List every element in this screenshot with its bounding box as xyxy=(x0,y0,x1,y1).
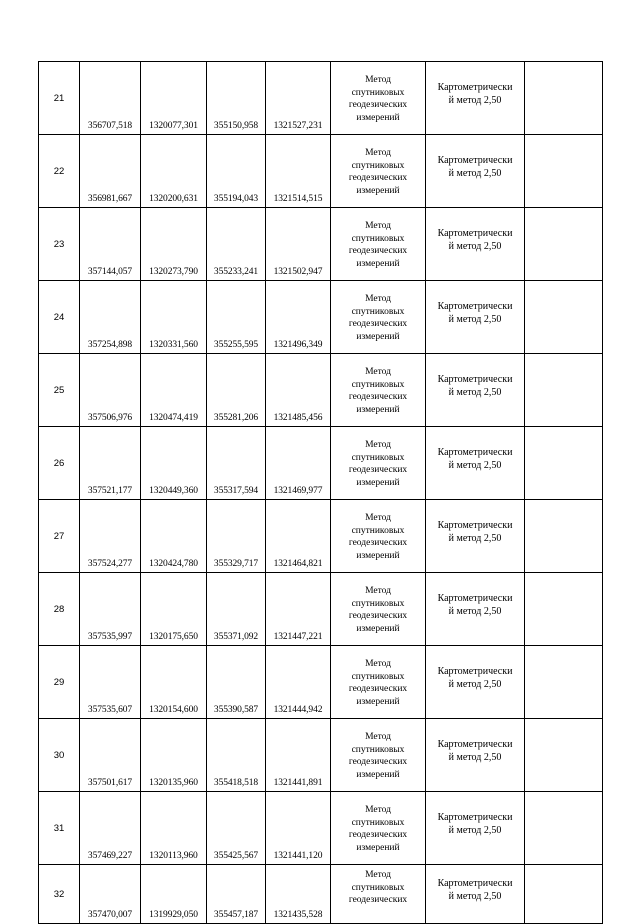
coordinate-y-existing: 1320175,650 xyxy=(141,573,207,646)
accuracy-text-line: Картометрически xyxy=(437,155,513,166)
method-cell xyxy=(331,865,426,924)
coordinate-x-new: 355329,717 xyxy=(207,500,266,573)
method-text-line: Метод xyxy=(365,870,391,880)
table-row xyxy=(39,500,603,573)
method-text-line: измерений xyxy=(356,842,400,853)
coordinate-x-existing: 356981,667 xyxy=(80,135,141,208)
accuracy-text-line: Картометрически xyxy=(437,739,513,750)
empty-cell xyxy=(525,792,603,865)
coordinate-y-existing: 1319929,050 xyxy=(141,865,207,924)
method-text-line: спутниковых xyxy=(351,598,405,609)
coordinate-y-new: 1321435,528 xyxy=(266,865,331,924)
method-cell xyxy=(331,281,426,354)
method-text-line: геодезических xyxy=(348,465,408,475)
accuracy-text-line: Картометрически xyxy=(437,878,513,889)
point-number: 22 xyxy=(39,135,80,208)
method-text-line: геодезических xyxy=(348,684,408,694)
coordinate-y-new: 1321464,821 xyxy=(266,500,331,573)
method-text-line: геодезических xyxy=(348,830,408,840)
coordinate-y-existing: 1320113,960 xyxy=(141,792,207,865)
coordinate-x-existing: 357470,007 xyxy=(80,865,141,924)
coordinate-y-existing: 1320424,780 xyxy=(141,500,207,573)
coordinate-x-existing: 357521,177 xyxy=(80,427,141,500)
method-cell xyxy=(331,427,426,500)
coordinate-y-new: 1321447,221 xyxy=(266,573,331,646)
accuracy-cell xyxy=(426,62,525,135)
point-number: 24 xyxy=(39,281,80,354)
method-text-line: спутниковых xyxy=(351,882,405,893)
table-row xyxy=(39,646,603,719)
method-text-line: измерений xyxy=(356,185,400,196)
table-row xyxy=(39,354,603,427)
method-text-line: измерений xyxy=(356,623,400,634)
method-cell xyxy=(331,500,426,573)
coordinate-x-new: 355281,206 xyxy=(207,354,266,427)
coordinate-y-new: 1321496,349 xyxy=(266,281,331,354)
coordinate-y-existing: 1320474,419 xyxy=(141,354,207,427)
empty-cell xyxy=(525,354,603,427)
point-number: 21 xyxy=(39,62,80,135)
accuracy-text-line: й метод 2,50 xyxy=(448,95,502,106)
accuracy-text-line: Картометрически xyxy=(437,374,513,385)
method-text-line: измерений xyxy=(356,112,400,123)
accuracy-cell xyxy=(426,865,525,924)
method-text-line: спутниковых xyxy=(351,160,405,171)
method-text-line: геодезических xyxy=(348,538,408,548)
accuracy-cell xyxy=(426,281,525,354)
table-row xyxy=(39,792,603,865)
method-cell xyxy=(331,792,426,865)
method-cell xyxy=(331,719,426,792)
method-text-line: Метод xyxy=(365,367,391,377)
method-text-line: геодезических xyxy=(348,173,408,183)
accuracy-cell xyxy=(426,719,525,792)
method-text-line: спутниковых xyxy=(351,87,405,98)
point-number: 26 xyxy=(39,427,80,500)
method-text-line: геодезических xyxy=(348,392,408,402)
coordinate-x-new: 355390,587 xyxy=(207,646,266,719)
coordinate-y-new: 1321514,515 xyxy=(266,135,331,208)
method-text-line: Метод xyxy=(365,513,391,523)
coordinate-y-new: 1321485,456 xyxy=(266,354,331,427)
point-number: 25 xyxy=(39,354,80,427)
coordinate-y-existing: 1320200,631 xyxy=(141,135,207,208)
accuracy-text-line: Картометрически xyxy=(437,82,513,93)
accuracy-text-line: Картометрически xyxy=(437,228,513,239)
accuracy-text-line: Картометрически xyxy=(437,520,513,531)
table-row xyxy=(39,719,603,792)
method-text-line: спутниковых xyxy=(351,452,405,463)
table-row xyxy=(39,427,603,500)
method-text-line: геодезических xyxy=(348,895,408,905)
method-text-line: геодезических xyxy=(348,611,408,621)
coordinate-x-existing: 356707,518 xyxy=(80,62,141,135)
accuracy-text-line: Картометрически xyxy=(437,301,513,312)
accuracy-text-line: й метод 2,50 xyxy=(448,387,502,398)
method-text-line: Метод xyxy=(365,294,391,304)
coordinate-y-new: 1321444,942 xyxy=(266,646,331,719)
method-text-line: Метод xyxy=(365,75,391,85)
method-text-line: измерений xyxy=(356,769,400,780)
table-row xyxy=(39,281,603,354)
method-text-line: измерений xyxy=(356,477,400,488)
accuracy-text-line: Картометрически xyxy=(437,447,513,458)
empty-cell xyxy=(525,573,603,646)
accuracy-cell xyxy=(426,500,525,573)
method-cell xyxy=(331,135,426,208)
coordinate-x-new: 355418,518 xyxy=(207,719,266,792)
accuracy-text-line: й метод 2,50 xyxy=(448,241,502,252)
coordinate-y-existing: 1320154,600 xyxy=(141,646,207,719)
accuracy-cell xyxy=(426,135,525,208)
coordinate-x-existing: 357144,057 xyxy=(80,208,141,281)
method-text-line: Метод xyxy=(365,659,391,669)
empty-cell xyxy=(525,62,603,135)
accuracy-text-line: й метод 2,50 xyxy=(448,314,502,325)
table-row xyxy=(39,573,603,646)
method-text-line: Метод xyxy=(365,586,391,596)
method-text-line: спутниковых xyxy=(351,671,405,682)
coordinate-x-new: 355194,043 xyxy=(207,135,266,208)
method-cell xyxy=(331,62,426,135)
point-number: 31 xyxy=(39,792,80,865)
coordinate-y-new: 1321441,120 xyxy=(266,792,331,865)
accuracy-cell xyxy=(426,427,525,500)
method-text-line: измерений xyxy=(356,550,400,561)
accuracy-cell xyxy=(426,573,525,646)
coordinate-y-existing: 1320135,960 xyxy=(141,719,207,792)
table-body xyxy=(39,62,603,924)
coordinate-y-existing: 1320331,560 xyxy=(141,281,207,354)
method-text-line: геодезических xyxy=(348,100,408,110)
coordinate-y-existing: 1320077,301 xyxy=(141,62,207,135)
method-text-line: Метод xyxy=(365,805,391,815)
table-row xyxy=(39,135,603,208)
coordinate-y-existing: 1320449,360 xyxy=(141,427,207,500)
empty-cell xyxy=(525,719,603,792)
method-text-line: Метод xyxy=(365,440,391,450)
method-text-line: измерений xyxy=(356,696,400,707)
table-row xyxy=(39,865,603,924)
method-text-line: измерений xyxy=(356,258,400,269)
coordinate-x-existing: 357535,997 xyxy=(80,573,141,646)
method-cell xyxy=(331,646,426,719)
coordinate-y-existing: 1320273,790 xyxy=(141,208,207,281)
coordinate-y-new: 1321441,891 xyxy=(266,719,331,792)
method-text-line: измерений xyxy=(356,404,400,415)
coordinate-y-new: 1321527,231 xyxy=(266,62,331,135)
empty-cell xyxy=(525,865,603,924)
method-text-line: геодезических xyxy=(348,246,408,256)
empty-cell xyxy=(525,646,603,719)
coordinate-x-new: 355255,595 xyxy=(207,281,266,354)
method-text-line: спутниковых xyxy=(351,744,405,755)
empty-cell xyxy=(525,135,603,208)
coordinate-x-existing: 357524,277 xyxy=(80,500,141,573)
accuracy-text-line: й метод 2,50 xyxy=(448,606,502,617)
accuracy-cell xyxy=(426,354,525,427)
method-text-line: спутниковых xyxy=(351,233,405,244)
point-number: 32 xyxy=(39,865,80,924)
accuracy-text-line: Картометрически xyxy=(437,666,513,677)
accuracy-text-line: й метод 2,50 xyxy=(448,752,502,763)
accuracy-text-line: Картометрически xyxy=(437,812,513,823)
coordinate-x-new: 355150,958 xyxy=(207,62,266,135)
coordinate-x-existing: 357506,976 xyxy=(80,354,141,427)
accuracy-cell xyxy=(426,646,525,719)
empty-cell xyxy=(525,281,603,354)
accuracy-text-line: й метод 2,50 xyxy=(448,891,502,902)
coordinate-y-new: 1321502,947 xyxy=(266,208,331,281)
method-text-line: спутниковых xyxy=(351,379,405,390)
empty-cell xyxy=(525,427,603,500)
accuracy-text-line: й метод 2,50 xyxy=(448,460,502,471)
coordinates-table xyxy=(38,61,603,924)
method-text-line: геодезических xyxy=(348,757,408,767)
point-number: 28 xyxy=(39,573,80,646)
method-text-line: геодезических xyxy=(348,319,408,329)
table-row xyxy=(39,208,603,281)
method-cell xyxy=(331,354,426,427)
accuracy-cell xyxy=(426,208,525,281)
coordinate-y-new: 1321469,977 xyxy=(266,427,331,500)
method-text-line: спутниковых xyxy=(351,525,405,536)
method-cell xyxy=(331,208,426,281)
coordinate-x-existing: 357535,607 xyxy=(80,646,141,719)
method-text-line: спутниковых xyxy=(351,306,405,317)
coordinate-x-new: 355317,594 xyxy=(207,427,266,500)
coordinate-x-existing: 357501,617 xyxy=(80,719,141,792)
point-number: 23 xyxy=(39,208,80,281)
accuracy-text-line: Картометрически xyxy=(437,593,513,604)
coordinate-x-existing: 357469,227 xyxy=(80,792,141,865)
coordinate-x-new: 355425,567 xyxy=(207,792,266,865)
method-text-line: спутниковых xyxy=(351,817,405,828)
method-text-line: Метод xyxy=(365,732,391,742)
method-text-line: Метод xyxy=(365,148,391,158)
empty-cell xyxy=(525,500,603,573)
method-cell xyxy=(331,573,426,646)
accuracy-text-line: й метод 2,50 xyxy=(448,533,502,544)
accuracy-text-line: й метод 2,50 xyxy=(448,679,502,690)
method-text-line: измерений xyxy=(356,331,400,342)
point-number: 30 xyxy=(39,719,80,792)
coordinate-x-existing: 357254,898 xyxy=(80,281,141,354)
coordinate-x-new: 355457,187 xyxy=(207,865,266,924)
point-number: 27 xyxy=(39,500,80,573)
table-row xyxy=(39,62,603,135)
coordinate-x-new: 355233,241 xyxy=(207,208,266,281)
empty-cell xyxy=(525,208,603,281)
accuracy-cell xyxy=(426,792,525,865)
accuracy-text-line: й метод 2,50 xyxy=(448,168,502,179)
coordinate-x-new: 355371,092 xyxy=(207,573,266,646)
method-text-line: Метод xyxy=(365,221,391,231)
accuracy-text-line: й метод 2,50 xyxy=(448,825,502,836)
point-number: 29 xyxy=(39,646,80,719)
